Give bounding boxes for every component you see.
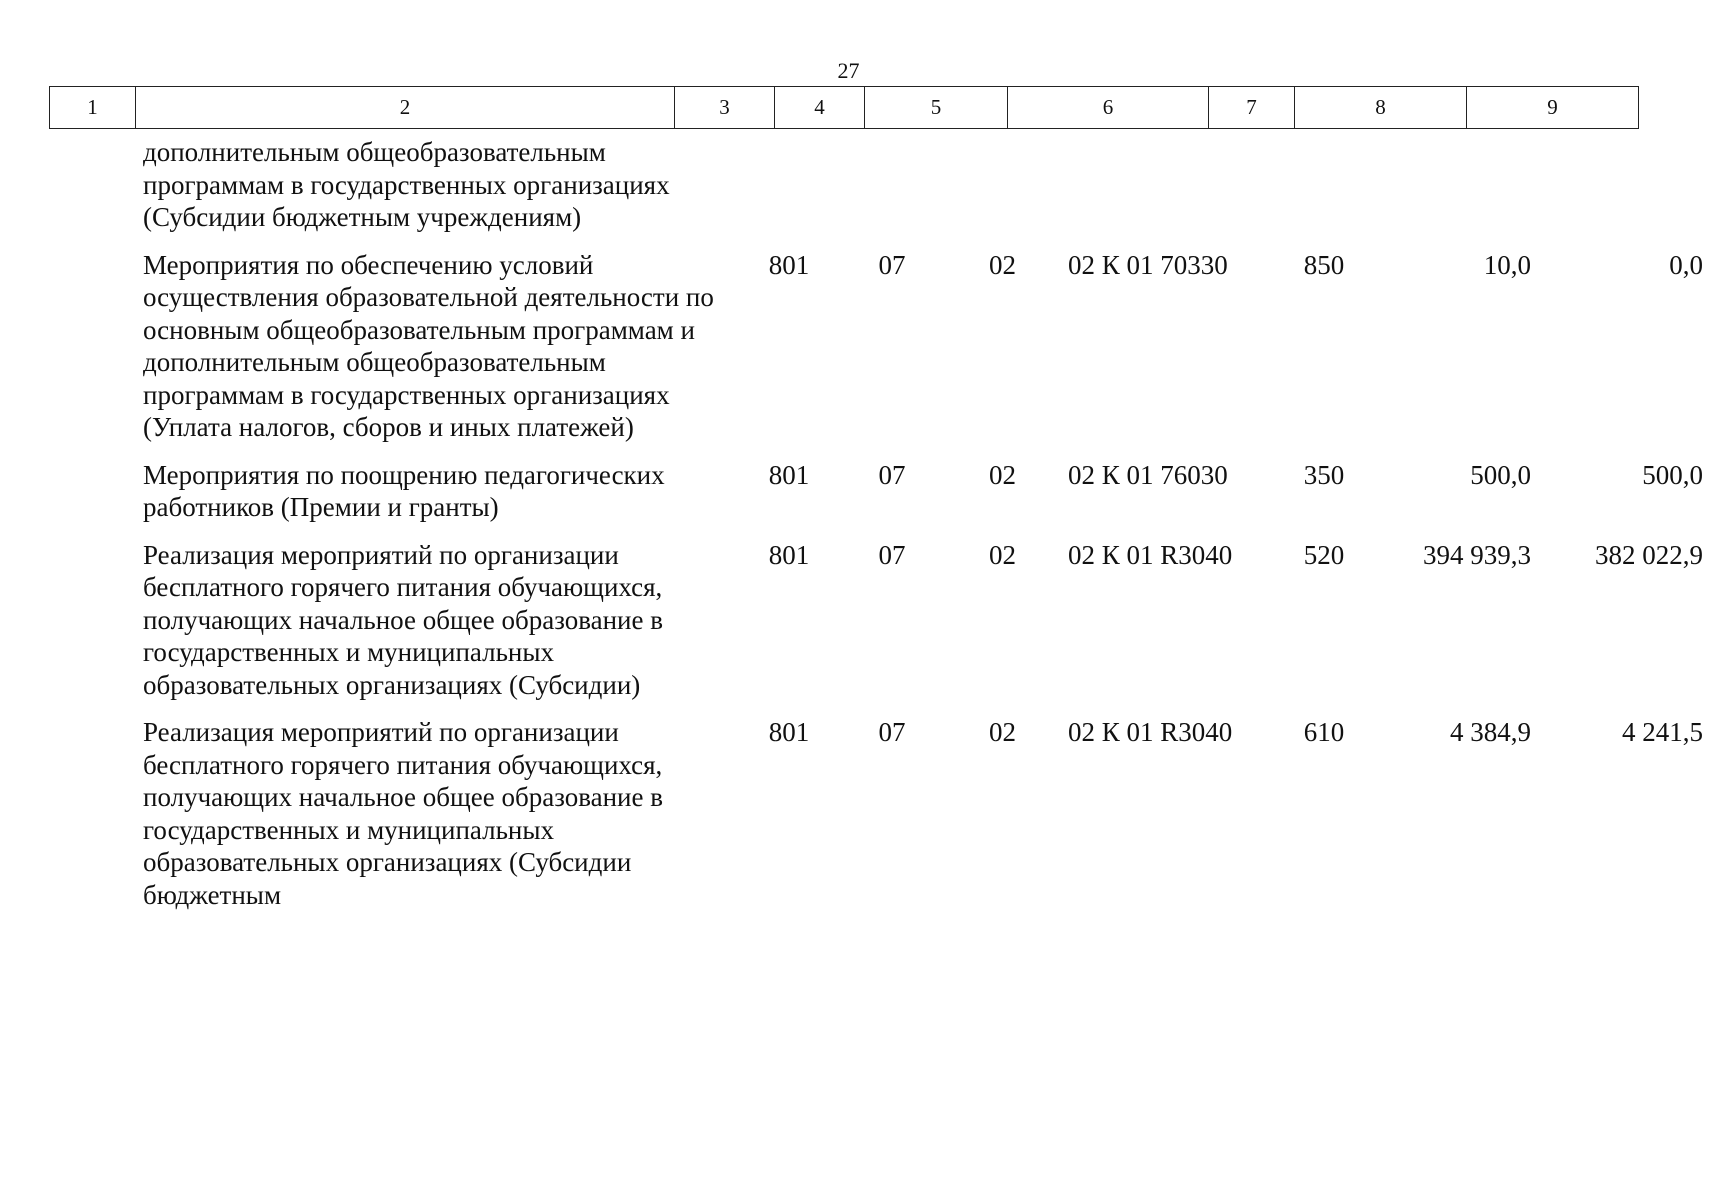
row-col6 (1060, 136, 1281, 249)
row-col3: 801 (768, 249, 810, 280)
header-cell-8: 8 (1295, 87, 1467, 129)
row-col3: 801 (768, 717, 810, 747)
row-col8: 394 939,3 (1423, 539, 1531, 570)
row-col7: 350 (1303, 459, 1345, 490)
row-col6: 02 К 01 R3040 (1068, 717, 1233, 747)
row-col3: 801 (768, 459, 810, 490)
row-col9: 500,0 (1642, 459, 1703, 490)
row-name: Мероприятия по обеспечению условий осуществления образовательной деятельности по основным общеобразовательным программам и дополнительным общеобразовательным программам в государственных организациях (Уплата налогов, сборов и иных платежей) (143, 249, 714, 442)
row-name: Реализация мероприятий по организации бесплатного горячего питания обучающихся, получающих начальное общее образование в государственных и муниципальных образовательных организациях (Субсидии) (143, 539, 663, 700)
table-row (49, 539, 1711, 717)
row-col8: 500,0 (1470, 459, 1531, 490)
row-col6: 02 К 01 R3040 (1068, 539, 1233, 570)
budget-table (49, 136, 1711, 911)
row-col7 (1281, 136, 1367, 249)
row-col4: 07 (878, 459, 906, 490)
table-row (49, 716, 1711, 911)
row-col6: 02 К 01 70330 (1068, 249, 1228, 280)
row-col5: 02 (989, 459, 1016, 490)
row-col3: 801 (768, 539, 810, 570)
row-col4: 07 (878, 539, 906, 570)
table-row (49, 249, 1711, 459)
table-row (49, 136, 1711, 249)
row-name: Мероприятия по поощрению педагогических работников (Премии и гранты) (143, 459, 665, 522)
row-col9: 382 022,9 (1595, 539, 1703, 570)
row-col7: 610 (1303, 717, 1345, 747)
row-col5: 02 (989, 249, 1016, 280)
row-col9 (1539, 136, 1711, 249)
column-number-header (49, 86, 1639, 129)
header-cell-5: 5 (865, 87, 1008, 129)
row-col5: 02 (989, 717, 1016, 747)
row-name: Реализация мероприятий по организации бесплатного горячего питания обучающихся, получающих начальное общее образование в государственных и муниципальных образовательных организациях (Субсидии бюджетным (143, 717, 663, 910)
header-cell-3: 3 (675, 87, 775, 129)
header-cell-9: 9 (1467, 87, 1639, 129)
row-col5 (945, 136, 1060, 249)
row-col8 (1367, 136, 1539, 249)
header-cell-4: 4 (775, 87, 865, 129)
header-cell-6: 6 (1008, 87, 1209, 129)
header-cell-2: 2 (136, 87, 675, 129)
row-col7: 850 (1303, 249, 1345, 280)
row-col9: 4 241,5 (1622, 717, 1703, 747)
row-col6: 02 К 01 76030 (1068, 459, 1228, 490)
row-col9: 0,0 (1669, 249, 1703, 280)
row-col8: 10,0 (1483, 249, 1531, 280)
row-col8: 4 384,9 (1450, 717, 1531, 747)
row-col4: 07 (878, 717, 906, 747)
row-name: дополнительным общеобразовательным программам в государственных организациях (Субсидии бюджетным учреждениям) (143, 137, 670, 232)
header-cell-7: 7 (1209, 87, 1295, 129)
table-row (49, 459, 1711, 539)
header-row (50, 87, 1639, 129)
header-cell-1: 1 (50, 87, 136, 129)
row-col5: 02 (989, 539, 1016, 570)
page-number: 27 (837, 58, 860, 83)
row-col4: 07 (878, 249, 906, 280)
row-col7: 520 (1303, 539, 1345, 570)
row-col4 (839, 136, 945, 249)
row-col3 (739, 136, 839, 249)
